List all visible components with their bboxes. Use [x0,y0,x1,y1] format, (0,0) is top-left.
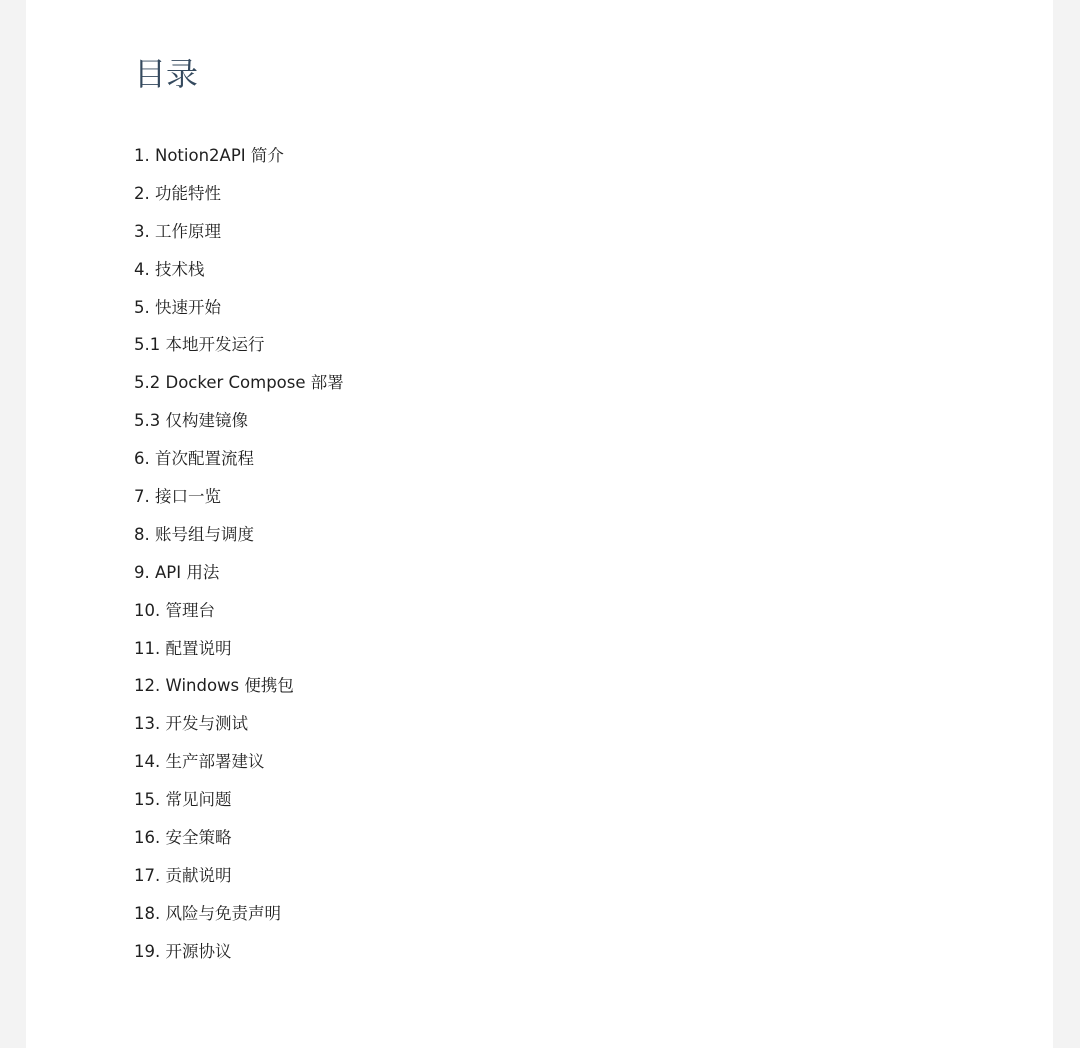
toc-item[interactable] [134,219,344,257]
toc-item[interactable] [134,370,344,408]
toc-item-label[interactable]: 18. 风险与免责声明 [134,903,281,923]
toc-item[interactable] [134,636,344,674]
toc-item[interactable] [134,560,344,598]
toc-item[interactable] [134,673,344,711]
toc-item-label[interactable]: 15. 常见问题 [134,790,232,810]
toc-item-label[interactable]: 19. 开源协议 [134,941,232,961]
toc-item[interactable] [134,749,344,787]
toc-item-label[interactable]: 5.1 本地开发运行 [134,335,265,355]
toc-item[interactable] [134,825,344,863]
table-of-contents [134,143,344,977]
toc-item[interactable] [134,143,344,181]
toc-item-label[interactable]: 5. 快速开始 [134,297,221,317]
toc-item-label[interactable]: 5.3 仅构建镜像 [134,411,248,431]
toc-item[interactable] [134,181,344,219]
toc-item-label[interactable]: 14. 生产部署建议 [134,752,265,772]
toc-item-label[interactable]: 9. API 用法 [134,562,220,582]
toc-item[interactable] [134,863,344,901]
toc-item-label[interactable]: 4. 技术栈 [134,259,205,279]
toc-item-label[interactable]: 7. 接口一览 [134,487,221,507]
toc-item-label[interactable]: 8. 账号组与调度 [134,524,254,544]
toc-item[interactable] [134,484,344,522]
toc-item[interactable] [134,446,344,484]
toc-item-label[interactable]: 16. 安全策略 [134,828,232,848]
toc-item[interactable] [134,787,344,825]
toc-item[interactable] [134,408,344,446]
toc-item[interactable] [134,598,344,636]
toc-item[interactable] [134,711,344,749]
toc-item-label[interactable]: 6. 首次配置流程 [134,449,254,469]
toc-item-label[interactable]: 17. 贡献说明 [134,865,232,885]
page-title: 目录 [134,55,199,93]
toc-item[interactable] [134,257,344,295]
toc-item-label[interactable]: 1. Notion2API 简介 [134,146,284,165]
document-page [26,0,1053,1048]
toc-item-label[interactable]: 5.2 Docker Compose 部署 [134,373,344,393]
toc-item[interactable] [134,295,344,333]
toc-item-label[interactable]: 12. Windows 便携包 [134,676,294,696]
toc-item-label[interactable]: 2. 功能特性 [134,183,221,203]
toc-item-label[interactable]: 10. 管理台 [134,600,215,620]
toc-item[interactable] [134,901,344,939]
toc-item-label[interactable]: 11. 配置说明 [134,638,232,658]
toc-item[interactable] [134,939,344,977]
toc-item-label[interactable]: 13. 开发与测试 [134,714,248,734]
toc-item[interactable] [134,332,344,370]
toc-item[interactable] [134,522,344,560]
toc-item-label[interactable]: 3. 工作原理 [134,221,221,241]
